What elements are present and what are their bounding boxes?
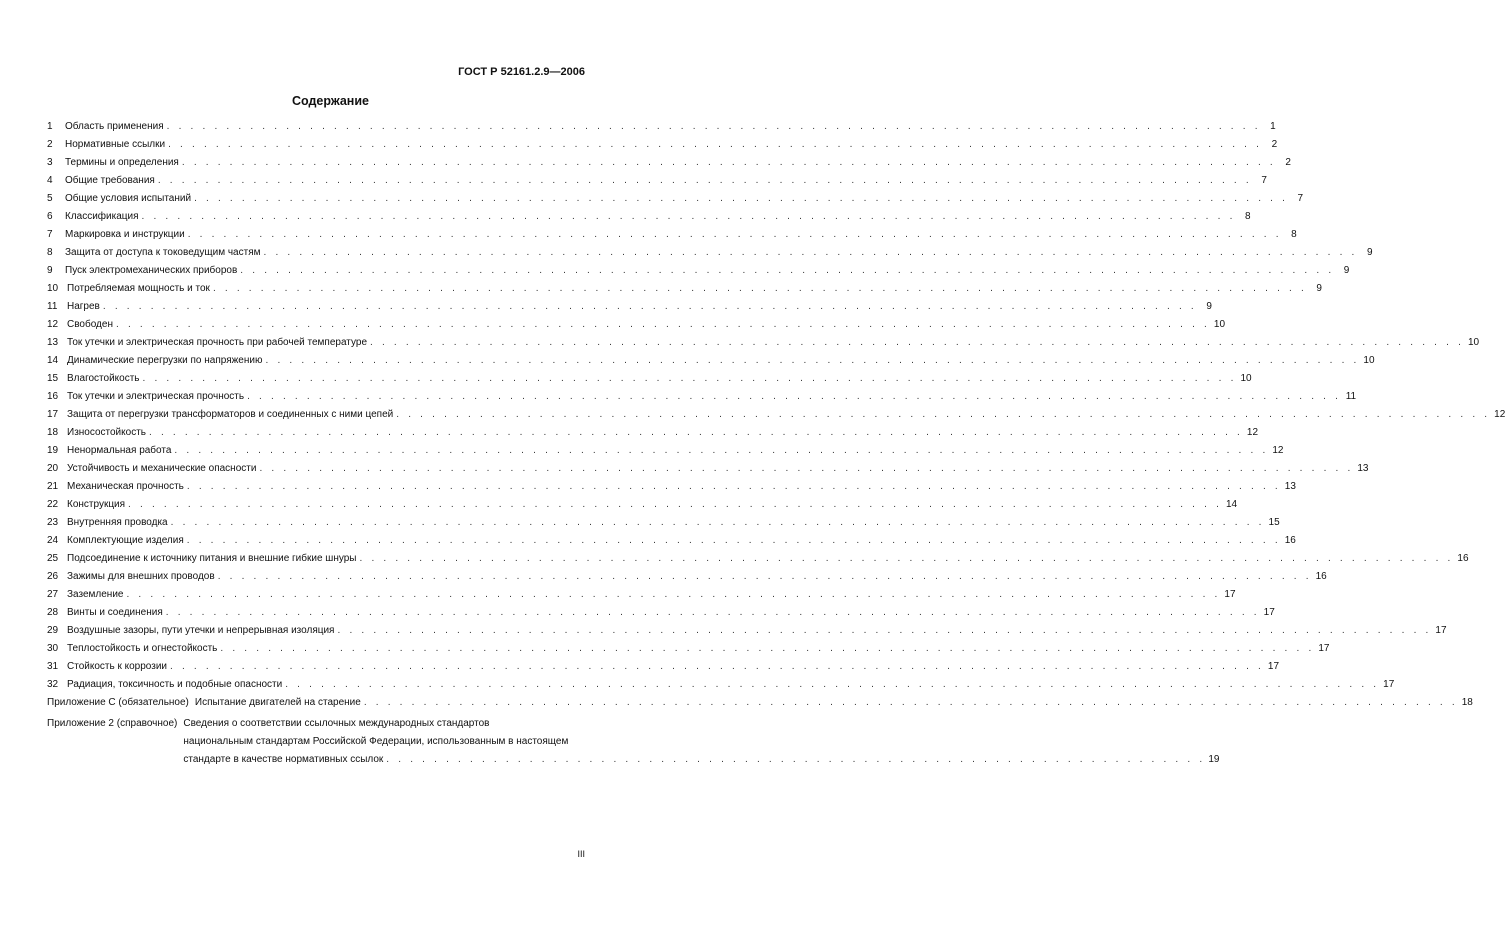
appendix-2-title-line2: национальным стандартам Российской Федерации, использованным в настоящем — [183, 736, 569, 747]
toc-entry-number: 31 — [47, 661, 59, 672]
appendix-c-page: 18 — [1461, 697, 1473, 708]
toc-entry[interactable] — [47, 139, 1278, 157]
toc-entry-number: 22 — [47, 499, 59, 510]
toc-entry-title: Нормативные ссылки — [65, 139, 166, 150]
toc-entry-number: 11 — [47, 301, 58, 312]
toc-entry[interactable] — [47, 589, 1236, 607]
toc-entry-page: 10 — [1213, 319, 1226, 330]
toc-entry-title: Пуск электромеханических приборов — [65, 265, 238, 276]
toc-entry-page: 14 — [1225, 499, 1238, 510]
toc-entry-title: Конструкция — [67, 499, 126, 510]
toc-entry-title: Защита от перегрузки трансформаторов и соединенных с ними цепей — [67, 409, 394, 420]
leader-dots — [359, 553, 1453, 564]
toc-entry-title: Механическая прочность — [67, 481, 184, 492]
leader-dots — [128, 499, 1222, 510]
toc-entry-title: Стойкость к коррозии — [67, 661, 167, 672]
toc-entry-title: Общие требования — [65, 175, 155, 186]
toc-entry[interactable] — [47, 679, 1395, 697]
leader-dots — [170, 661, 1264, 672]
toc-entry-title: Радиация, токсичность и подобные опасности — [67, 679, 283, 690]
toc-entry-number: 14 — [47, 355, 59, 366]
appendix-2-title-line1: Сведения о соответствии ссылочных международных стандартов — [183, 718, 490, 729]
toc-entry-page: 17 — [1267, 661, 1280, 672]
toc-entry[interactable] — [47, 265, 1350, 283]
leader-dots — [171, 517, 1265, 528]
toc-entry-number: 4 — [47, 175, 53, 186]
toc-entries — [47, 121, 1505, 697]
toc-entry-number: 2 — [47, 139, 53, 150]
toc-entry-title: Область применения — [65, 121, 164, 132]
leader-dots — [213, 283, 1307, 294]
leader-dots — [259, 463, 1353, 474]
toc-entry-title: Устойчивость и механические опасности — [67, 463, 257, 474]
leader-dots — [149, 427, 1243, 438]
toc-entry-number: 12 — [47, 319, 59, 330]
appendix-c-prefix: Приложение С (обязательное) — [47, 697, 189, 708]
toc-entry-page: 12 — [1272, 445, 1284, 456]
toc-entry-title: Воздушные зазоры, пути утечки и непрерывная изоляция — [67, 625, 335, 636]
toc-entry-title: Влагостойкость — [67, 373, 140, 384]
leader-dots — [396, 409, 1490, 420]
toc-entry[interactable] — [47, 247, 1373, 265]
toc-entry-number: 26 — [47, 571, 59, 582]
toc-entry-title: Потребляемая мощность и ток — [67, 283, 210, 294]
toc-entry[interactable] — [47, 157, 1291, 175]
toc-entry[interactable] — [47, 607, 1275, 625]
leader-dots — [187, 535, 1281, 546]
toc-entry-number: 3 — [47, 157, 53, 168]
appendix-2-prefix: Приложение 2 (справочное) — [47, 718, 178, 729]
leader-dots — [386, 751, 1205, 769]
toc-entry-page: 2 — [1271, 139, 1278, 150]
toc-entry-title: Нагрев — [67, 301, 100, 312]
toc-entry-title: Внутренняя проводка — [67, 517, 168, 528]
toc-entry-number: 10 — [47, 283, 59, 294]
toc-entry[interactable] — [47, 319, 1226, 337]
toc-entry-page: 12 — [1494, 409, 1505, 420]
toc-entry-page: 10 — [1240, 373, 1252, 384]
toc-entry-title: Классификация — [65, 211, 139, 222]
toc-entry-title: Винты и соединения — [67, 607, 163, 618]
toc-entry[interactable] — [47, 517, 1280, 535]
toc-entry-number: 20 — [47, 463, 59, 474]
toc-entry-number: 32 — [47, 679, 59, 690]
toc-entry-title: Термины и определения — [65, 157, 179, 168]
page-title: Содержание — [291, 94, 369, 108]
leader-dots — [247, 391, 1341, 402]
toc-entry-page: 16 — [1457, 553, 1469, 564]
toc-entry-number: 23 — [47, 517, 59, 528]
leader-dots — [187, 481, 1281, 492]
toc-entry-title: Ненормальная работа — [67, 445, 172, 456]
leader-dots — [265, 355, 1359, 366]
toc-entry-number: 16 — [47, 391, 59, 402]
toc-entry[interactable] — [47, 121, 1276, 139]
leader-dots — [167, 121, 1261, 132]
leader-dots — [142, 211, 1236, 222]
toc-entry-page: 17 — [1224, 589, 1236, 600]
toc-entry-page: 16 — [1315, 571, 1327, 582]
toc-entry-title: Ток утечки и электрическая прочность при рабочей температуре — [67, 337, 368, 348]
toc-entry-page: 1 — [1270, 121, 1276, 132]
toc-entry-page: 9 — [1316, 283, 1322, 294]
toc-entry-number: 25 — [47, 553, 59, 564]
toc-entry-number: 29 — [47, 625, 59, 636]
appendix-2-page: 19 — [1208, 754, 1220, 765]
toc-entry-page: 9 — [1366, 247, 1373, 258]
toc-entry-title: Свободен — [67, 319, 113, 330]
leader-dots — [103, 301, 1197, 312]
leader-dots — [370, 337, 1464, 348]
toc-entry[interactable] — [47, 301, 1212, 319]
toc-entry-number: 15 — [47, 373, 59, 384]
toc-entry[interactable] — [47, 661, 1280, 679]
toc-entry[interactable] — [47, 445, 1284, 463]
standard-number: ГОСТ Р 52161.2.9—2006 — [458, 66, 585, 78]
toc-entry-number: 24 — [47, 535, 59, 546]
leader-dots — [218, 571, 1312, 582]
toc-entry-page: 17 — [1318, 643, 1330, 654]
page-number: III — [577, 849, 585, 859]
toc-entry-title: Теплостойкость и огнестойкость — [67, 643, 218, 654]
toc-entry[interactable] — [47, 337, 1480, 355]
toc-entry-page: 2 — [1285, 157, 1291, 168]
toc-entry[interactable] — [47, 499, 1238, 517]
toc-entry[interactable] — [47, 427, 1259, 445]
toc-entry[interactable] — [47, 553, 1469, 571]
toc-entry-number: 27 — [47, 589, 59, 600]
toc-entry-number: 6 — [47, 211, 53, 222]
toc-entry[interactable] — [47, 229, 1297, 247]
leader-dots — [364, 697, 1458, 708]
leader-dots — [285, 679, 1379, 690]
toc-entry-number: 5 — [47, 193, 53, 204]
toc-entry-number: 18 — [47, 427, 59, 438]
toc-entry-number: 9 — [47, 265, 53, 276]
toc-entry[interactable] — [47, 211, 1251, 229]
toc-entry-page: 12 — [1246, 427, 1259, 438]
toc-entry[interactable] — [47, 391, 1357, 409]
leader-dots — [194, 193, 1288, 204]
toc-entry-page: 13 — [1284, 481, 1296, 492]
leader-dots — [220, 643, 1314, 654]
toc-entry-title: Зажимы для внешних проводов — [67, 571, 215, 582]
toc-entry[interactable] — [47, 463, 1369, 481]
appendix-c-title: Испытание двигателей на старение — [194, 697, 361, 708]
toc-entry-page: 7 — [1297, 193, 1304, 204]
toc-entry-title: Защита от доступа к токоведущим частям — [65, 247, 261, 258]
toc-entry-number: 28 — [47, 607, 59, 618]
leader-dots — [143, 373, 1237, 384]
toc-entry-page: 9 — [1343, 265, 1350, 276]
leader-dots — [158, 175, 1252, 186]
toc-entry-number: 7 — [47, 229, 53, 240]
toc-entry-page: 17 — [1435, 625, 1447, 636]
toc-entry-number: 19 — [47, 445, 59, 456]
leader-dots — [240, 265, 1334, 276]
leader-dots — [168, 139, 1262, 150]
leader-dots — [182, 157, 1276, 168]
toc-entry-page: 16 — [1284, 535, 1296, 546]
leader-dots — [126, 589, 1220, 600]
toc-entry-title: Подсоединение к источнику питания и внешние гибкие шнуры — [67, 553, 357, 564]
toc-entry[interactable] — [47, 535, 1296, 553]
leader-dots — [116, 319, 1210, 330]
toc-entry-number: 13 — [47, 337, 59, 348]
toc-entry-page: 13 — [1357, 463, 1369, 474]
toc-entry-number: 21 — [47, 481, 59, 492]
toc-entry[interactable] — [47, 373, 1252, 391]
toc-entry-page: 8 — [1245, 211, 1251, 222]
toc-appendix-c[interactable] — [47, 697, 1473, 715]
toc-entry[interactable] — [47, 643, 1330, 661]
table-of-contents — [47, 121, 1505, 769]
toc-entry-title: Динамические перегрузки по напряжению — [67, 355, 263, 366]
toc-entry-title: Комплектующие изделия — [67, 535, 184, 546]
toc-entry-page: 11 — [1345, 391, 1357, 402]
toc-entry-title: Общие условия испытаний — [65, 193, 192, 204]
toc-entry[interactable] — [47, 175, 1267, 193]
leader-dots — [337, 625, 1431, 636]
toc-entry-title: Ток утечки и электрическая прочность — [67, 391, 245, 402]
toc-entry[interactable] — [47, 409, 1505, 427]
toc-entry-number: 30 — [47, 643, 59, 654]
leader-dots — [263, 247, 1357, 258]
toc-entry-page: 15 — [1268, 517, 1280, 528]
toc-entry-title: Маркировка и инструкции — [65, 229, 185, 240]
toc-entry-page: 17 — [1263, 607, 1275, 618]
toc-entry[interactable] — [47, 355, 1375, 373]
toc-entry[interactable] — [47, 481, 1296, 499]
toc-entry-page: 7 — [1261, 175, 1267, 186]
toc-entry[interactable] — [47, 193, 1304, 211]
leader-dots — [188, 229, 1282, 240]
toc-entry[interactable] — [47, 283, 1322, 301]
toc-entry-title: Износостойкость — [67, 427, 146, 438]
toc-entry-page: 10 — [1363, 355, 1375, 366]
toc-entry[interactable] — [47, 571, 1327, 589]
toc-entry-title: Заземление — [67, 589, 124, 600]
toc-entry-page: 17 — [1383, 679, 1395, 690]
toc-entry[interactable] — [47, 625, 1447, 643]
appendix-2-title-line3: стандарте в качестве нормативных ссылок — [183, 754, 384, 765]
toc-entry-number: 1 — [47, 121, 53, 132]
toc-entry-page: 10 — [1467, 337, 1480, 348]
toc-appendix-2[interactable] — [47, 715, 1220, 769]
toc-entry-number: 8 — [47, 247, 53, 258]
toc-entry-number: 17 — [47, 409, 59, 420]
leader-dots — [166, 607, 1260, 618]
toc-entry-page: 8 — [1291, 229, 1297, 240]
leader-dots — [174, 445, 1268, 456]
toc-entry-page: 9 — [1206, 301, 1212, 312]
